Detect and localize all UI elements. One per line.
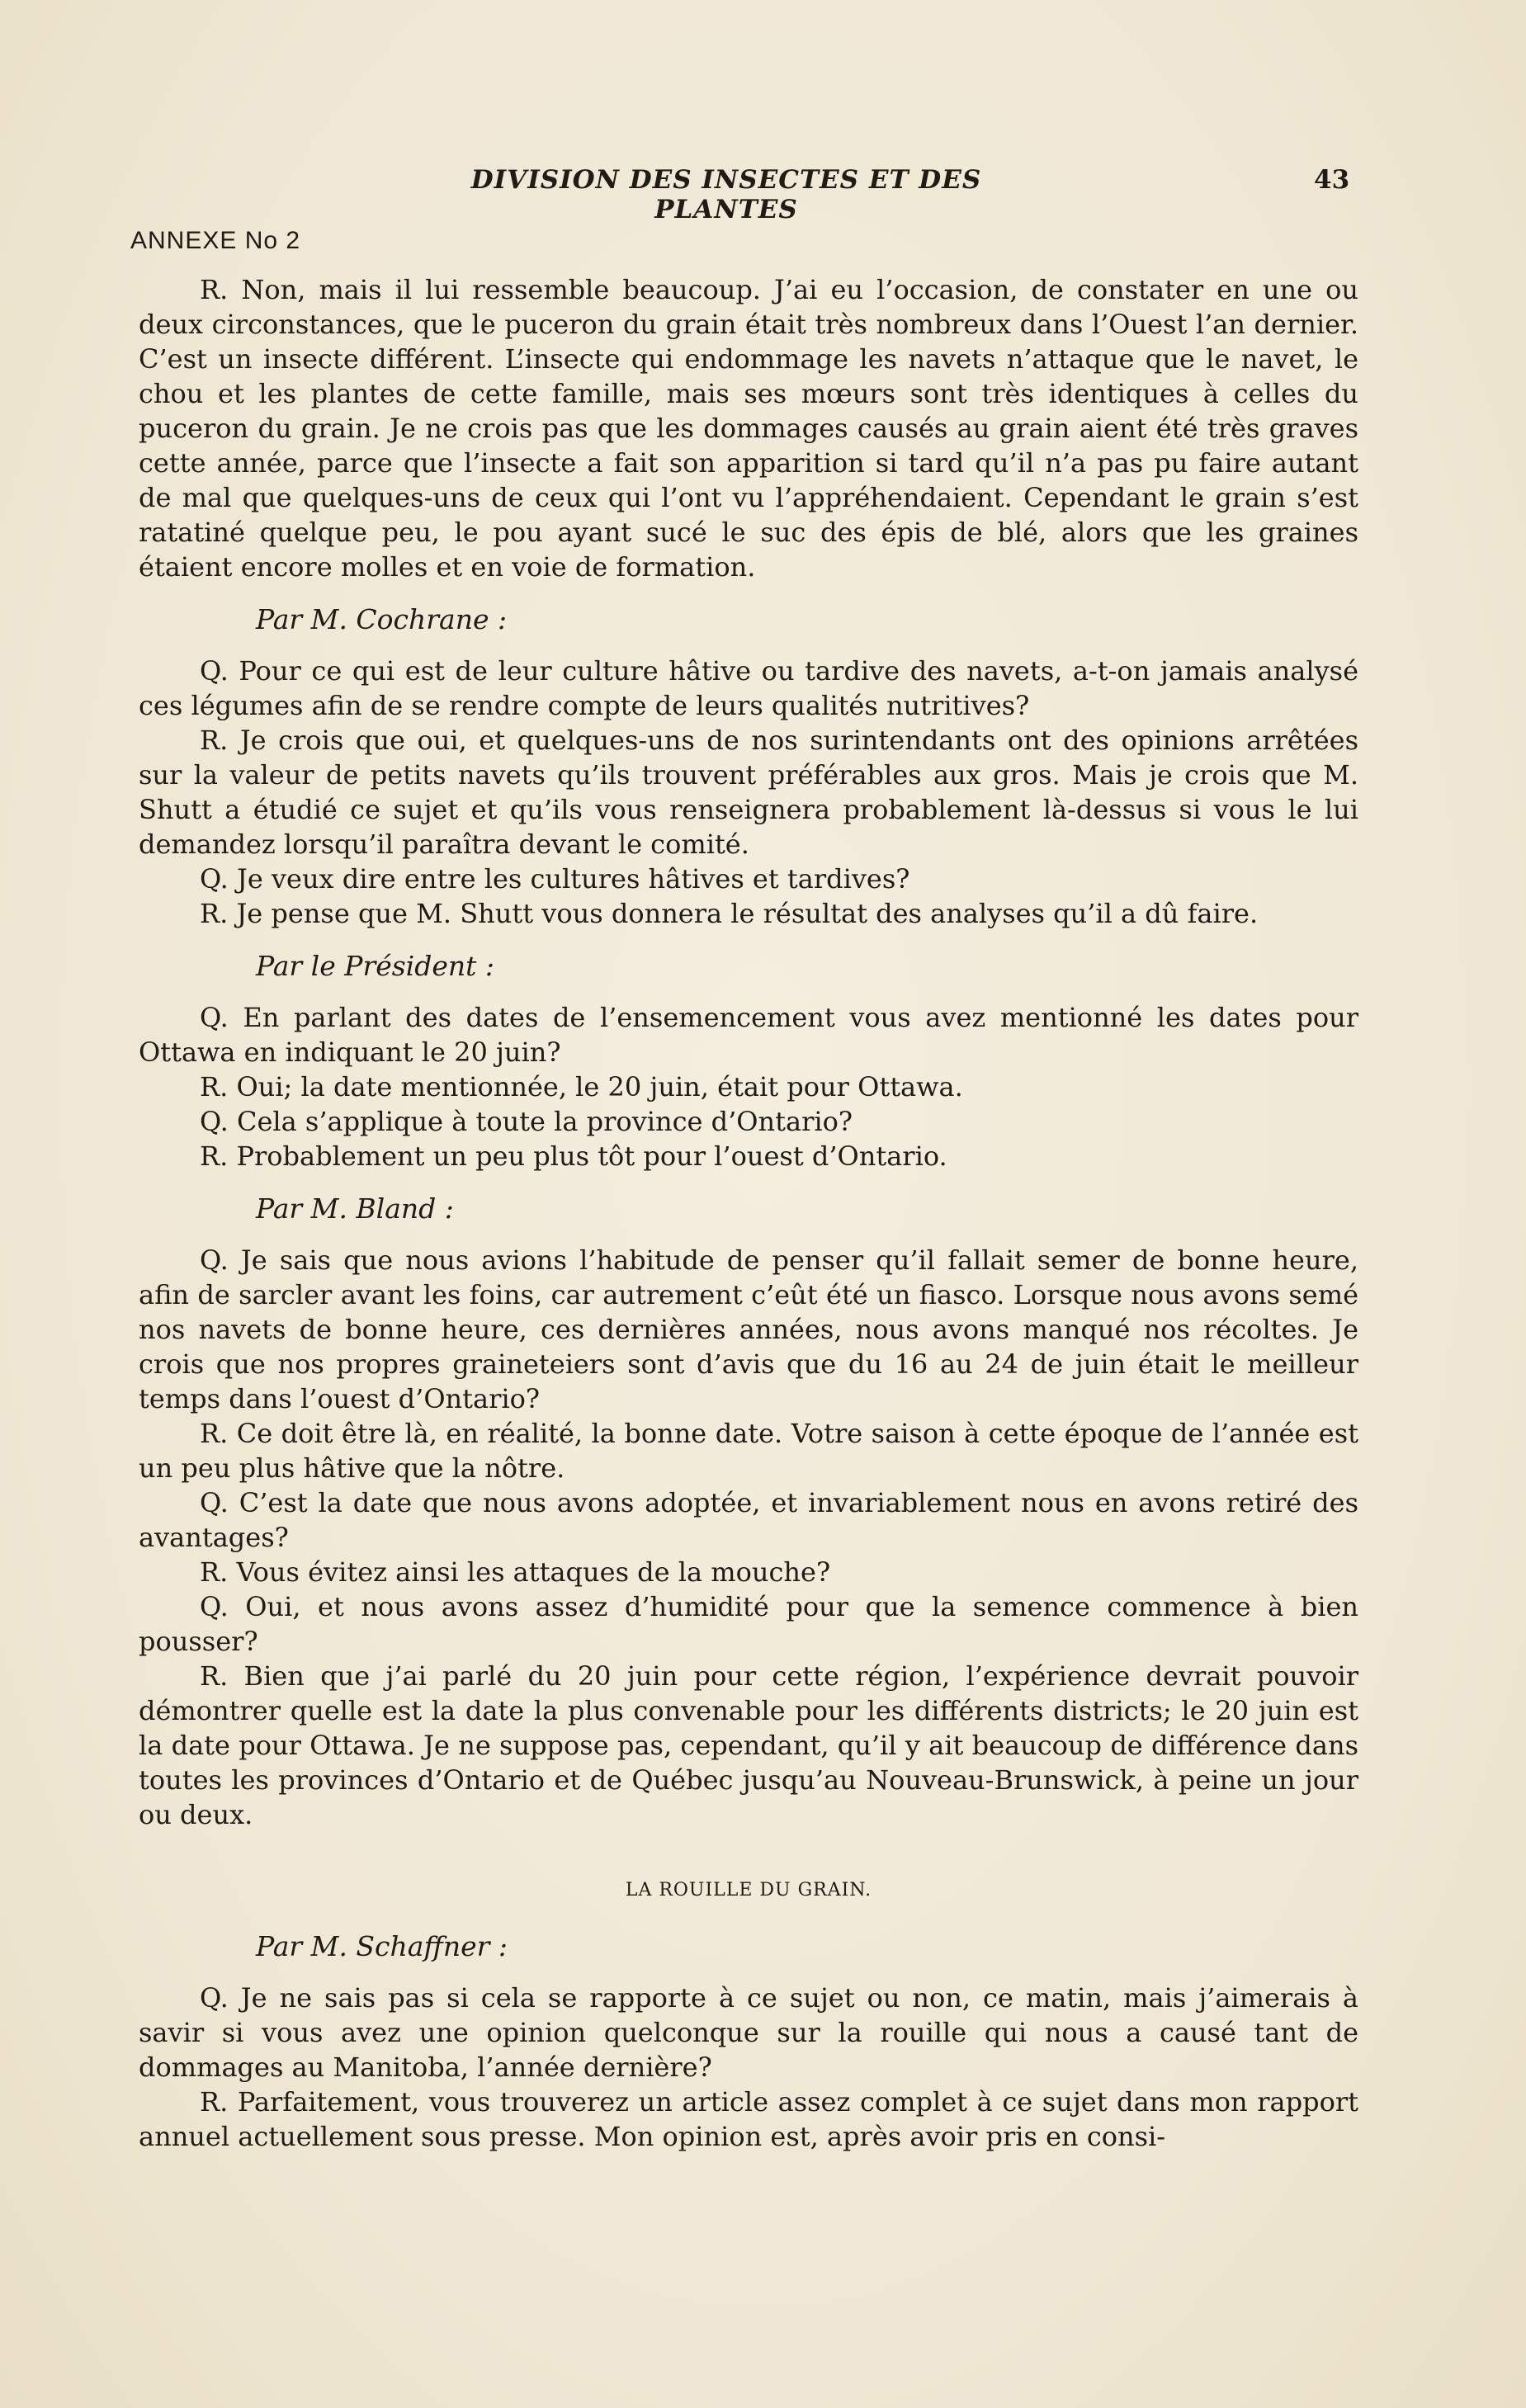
annex-label: ANNEXE No 2 [130, 227, 301, 254]
answer-paragraph: R. Probablement un peu plus tôt pour l’ouest d’Ontario. [200, 1140, 947, 1172]
answer-paragraph: R. Non, mais il lui ressemble beaucoup. J’ai eu l’occasion, de constater en une ou deux circonstances, que le puceron du grain était très nombreux dans l’Ouest l’an dernier. C’est un insecte différent. L’insecte qui endommage les navets n’attaque que le navet, le chou et les plantes de cette famille, mais ses mœurs sont très identiques à celles du puceron du grain. Je ne crois pas que les dommages causés au grain aient été très graves cette année, parce que l’insecte a fait son apparition si tard qu’il n’a pas pu faire autant de mal que quelques-uns de ceux qui l’ont vu l’appréhendaient. Cependant le grain s’est ratatiné quelque peu, le pou ayant sucé le suc des épis de blé, alors que les graines étaient encore molles et en voie de formation. [139, 274, 1358, 583]
section-title: LA ROUILLE DU GRAIN. [625, 1880, 872, 1900]
question-paragraph: Q. Je sais que nous avions l’habitude de penser qu’il fallait semer de bonne heure, afin de sarcler avant les foins, car autrement c’eût été un fiasco. Lorsque nous avons semé nos navets de bonne heure, ces dernières années, nous avons manqué nos récoltes. Je crois que nos propres graineteiers sont d’avis que du 16 au 24 de juin était le meilleur temps dans l’ouest d’Ontario? [139, 1244, 1358, 1414]
answer-paragraph: R. Je pense que M. Shutt vous donnera le résultat des analyses qu’il a dû faire. [200, 898, 1259, 929]
speaker-heading: Par le Président : [256, 950, 495, 982]
question-paragraph: Q. En parlant des dates de l’ensemencement vous avez mentionné les dates pour Ottawa en indiquant le 20 juin? [139, 1002, 1358, 1068]
page-number: 43 [1314, 165, 1350, 195]
document-body [139, 272, 1358, 2154]
question-paragraph: Q. Cela s’applique à toute la province d’Ontario? [200, 1106, 853, 1137]
answer-paragraph: R. Bien que j’ai parlé du 20 juin pour cette région, l’expérience devrait pouvoir démontrer quelle est la date la plus convenable pour les différents districts; le 20 juin est la date pour Ottawa. Je ne suppose pas, cependant, qu’il y ait beaucoup de différence dans toutes les provinces d’Ontario et de Québec jusqu’au Nouveau-Brunswick, à peine un jour ou deux. [139, 1660, 1358, 1830]
answer-paragraph: R. Oui; la date mentionnée, le 20 juin, était pour Ottawa. [200, 1071, 963, 1102]
speaker-heading: Par M. Bland : [256, 1192, 454, 1225]
answer-paragraph: R. Ce doit être là, en réalité, la bonne date. Votre saison à cette époque de l’année est un peu plus hâtive que la nôtre. [139, 1418, 1358, 1484]
answer-paragraph: R. Parfaitement, vous trouverez un article assez complet à ce sujet dans mon rapport annuel actuellement sous presse. Mon opinion est, après avoir pris en consi- [139, 2086, 1358, 2152]
question-paragraph: Q. Je ne sais pas si cela se rapporte à ce sujet ou non, ce matin, mais j’aimerais à savir si vous avez une opinion quelconque sur la rouille qui nous a causé tant de dommages au Manitoba, l’année dernière? [139, 1982, 1358, 2083]
answer-paragraph: R. Je crois que oui, et quelques-uns de nos surintendants ont des opinions arrêtées sur la valeur de petits navets qu’ils trouvent préférables aux gros. Mais je crois que M. Shutt a étudié ce sujet et qu’ils vous renseignera probablement là-dessus si vous le lui demandez lorsqu’il paraîtra devant le comité. [139, 725, 1358, 860]
question-paragraph: Q. C’est la date que nous avons adoptée, et invariablement nous en avons retiré des avantages? [139, 1487, 1358, 1553]
question-paragraph: Q. Je veux dire entre les cultures hâtives et tardives? [200, 863, 910, 895]
speaker-heading: Par M. Schaffner : [256, 1930, 508, 1962]
running-title: DIVISION DES INSECTES ET DES PLANTES [470, 165, 982, 224]
question-paragraph: Q. Oui, et nous avons assez d’humidité pour que la semence commence à bien pousser? [139, 1591, 1358, 1657]
answer-paragraph: R. Vous évitez ainsi les attaques de la mouche? [200, 1556, 831, 1588]
speaker-heading: Par M. Cochrane : [256, 603, 508, 635]
question-paragraph: Q. Pour ce qui est de leur culture hâtive ou tardive des navets, a-t-on jamais analysé ces légumes afin de se rendre compte de leurs qualités nutritives? [139, 655, 1358, 721]
